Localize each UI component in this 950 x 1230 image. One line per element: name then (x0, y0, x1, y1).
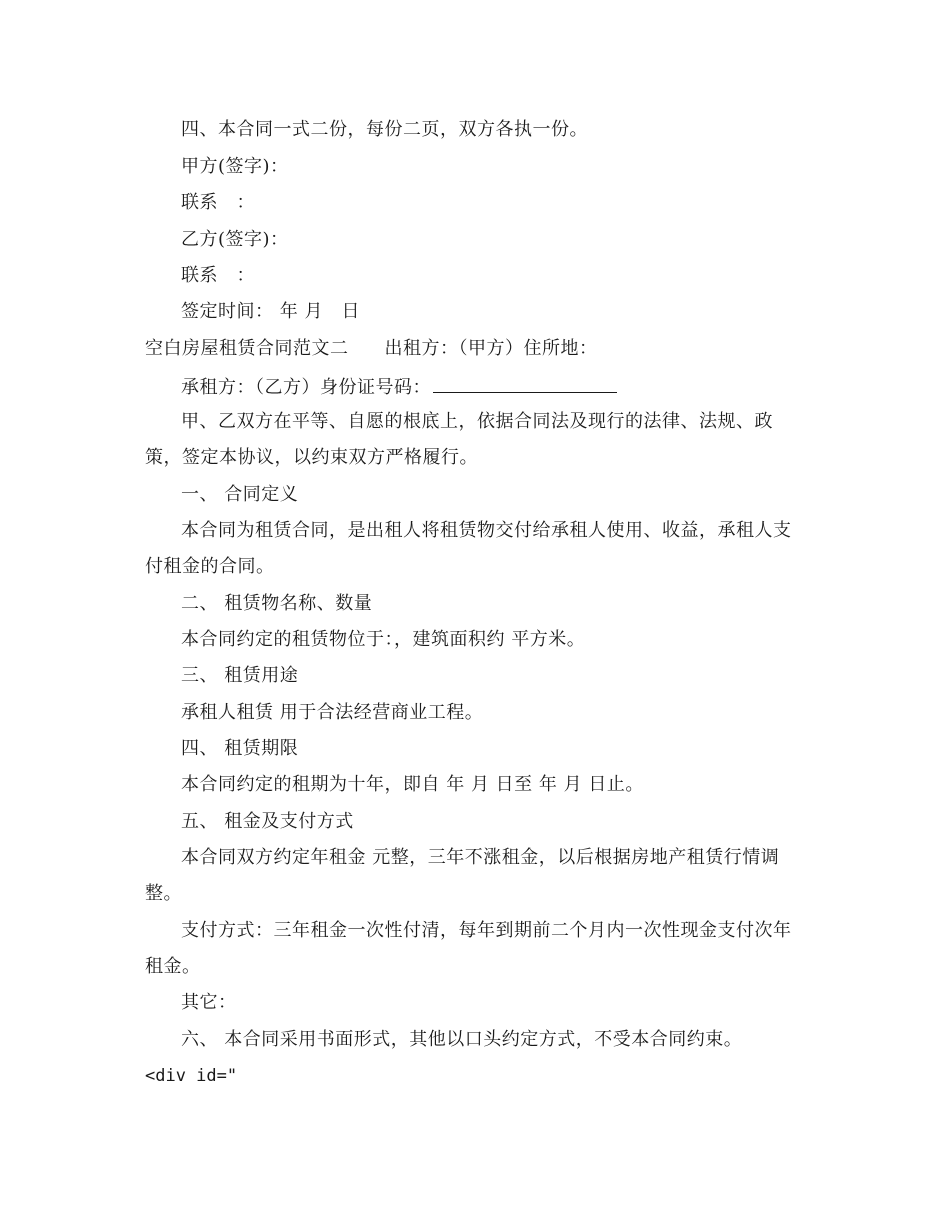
section-2-heading: 二、 租赁物名称、数量 (181, 593, 373, 614)
section-5-heading: 五、 租金及支付方式 (181, 811, 354, 832)
section-6-body: 六、 本合同采用书面形式，其他以口头约定方式，不受本合同约束。 (181, 1029, 743, 1050)
template-title: 空白房屋租赁合同范文二 (145, 338, 349, 359)
preamble-line-2: 策，签定本协议，以约束双方严格履行。 (145, 447, 478, 468)
party-a-contact: 联系 ： (181, 192, 255, 213)
section-4-body: 本合同约定的租期为十年，即自 年 月 日至 年 月 日止。 (181, 774, 644, 795)
payment-line-1: 支付方式：三年租金一次性付清，每年到期前二个月内一次性现金支付次年 (181, 920, 792, 941)
template-title-row (145, 337, 598, 361)
section-2-body: 本合同约定的租赁物位于：，建筑面积约 平方米。 (181, 629, 586, 650)
id-number-blank (433, 374, 617, 393)
party-b-signature: 乙方(签字)： (181, 229, 289, 250)
clause-four-copies: 四、本合同一式二份，每份二页，双方各执一份。 (181, 119, 588, 140)
section-5-line-1: 本合同双方约定年租金 元整，三年不涨租金，以后根据房地产租赁行情调 (181, 847, 780, 868)
other-label: 其它： (181, 992, 237, 1013)
section-4-heading: 四、 租赁期限 (181, 738, 299, 759)
payment-line-2: 租金。 (145, 956, 201, 977)
lessee-line: 承租方：（乙方）身份证号码： (181, 377, 431, 398)
section-3-body: 承租人租赁 用于合法经营商业工程。 (181, 702, 484, 723)
section-1-heading: 一、 合同定义 (181, 484, 299, 505)
stray-code-text: <div id=" (145, 1066, 238, 1086)
sign-date: 签定时间： 年 月 日 (181, 301, 360, 322)
section-1-line-2: 付租金的合同。 (145, 556, 275, 577)
section-3-heading: 三、 租赁用途 (181, 665, 299, 686)
party-a-signature: 甲方(签字)： (181, 156, 289, 177)
section-5-line-2: 整。 (145, 883, 182, 904)
lessee-row (181, 374, 617, 400)
lessor-line: 出租方：（甲方）住所地： (384, 338, 598, 359)
section-1-line-1: 本合同为租赁合同，是出租人将租赁物交付给承租人使用、收益，承租人支 (181, 520, 792, 541)
preamble-line-1: 甲、乙双方在平等、自愿的根底上，依据合同法及现行的法律、法规、政 (181, 411, 773, 432)
party-b-contact: 联系 ： (181, 265, 255, 286)
